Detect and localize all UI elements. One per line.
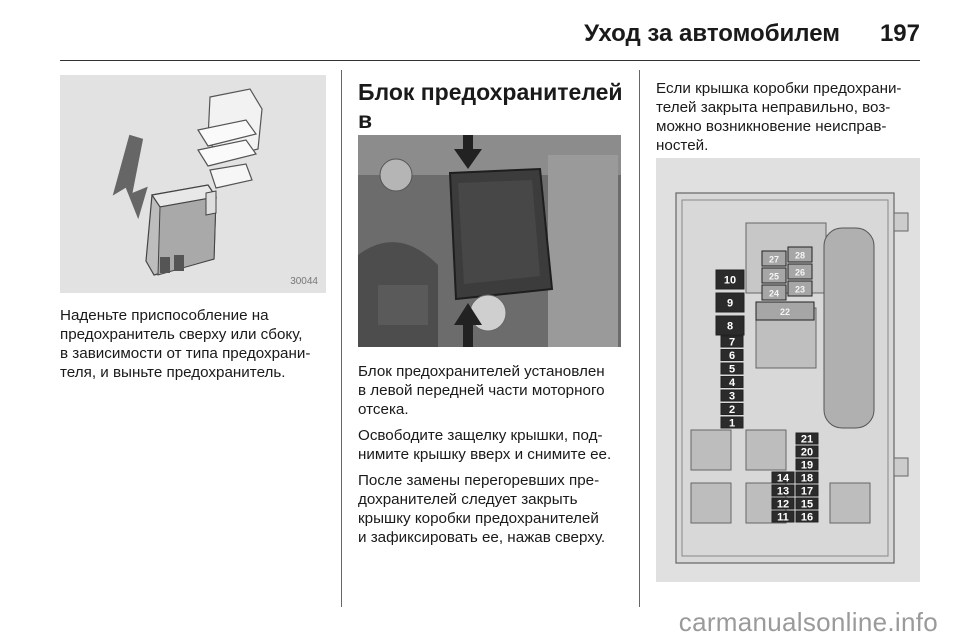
fuse-20-label: 20	[800, 446, 814, 459]
text-line: телей закрыта неправильно, воз-	[656, 99, 891, 116]
watermark: carmanualsonline.info	[678, 607, 938, 637]
fuse-21-label: 21	[800, 433, 814, 446]
fuse-puller-illustration	[60, 75, 326, 293]
paragraph: После замены перегоревших пре- дохранителей следует закрыть крышку коробки предохранителей и зафиксировать ее, нажав сверху.	[358, 472, 606, 546]
figure-number: 30044	[290, 276, 318, 287]
fuse-26-label: 26	[794, 267, 806, 278]
heading-line: Блок предохранителей в	[358, 79, 623, 133]
paragraph: Блок предохранителей установлен в левой передней части моторного отсека.	[358, 363, 605, 418]
fuse-25-label: 25	[768, 271, 780, 282]
chapter-title: Уход за автомобилем	[584, 20, 840, 47]
text-line: предохранитель сверху или сбоку,	[60, 326, 303, 343]
fuse-12-label: 12	[776, 498, 790, 511]
fuse-1-label: 1	[728, 417, 736, 430]
text-line: Если крышка коробки предохрани-	[656, 80, 902, 97]
text-line: в зависимости от типа предохрани-	[60, 345, 311, 362]
relay-22-label: 22	[779, 307, 791, 317]
fuse-19-label: 19	[800, 459, 814, 472]
page-number: 197	[879, 20, 920, 47]
fuse-box-description	[358, 362, 633, 554]
paragraph: Освободите защелку крышки, под- нимите крышку вверх и снимите ее.	[358, 427, 612, 463]
column-divider-2	[639, 70, 640, 607]
fuse-24-label: 24	[768, 288, 780, 299]
fuse-layout-svg	[656, 158, 920, 582]
fuse-8-label: 8	[726, 320, 734, 333]
text-line: можно возникновение неисправ-	[656, 118, 887, 135]
fuse-11-label: 11	[777, 511, 789, 524]
fuse-6-label: 6	[728, 350, 736, 362]
fuse-13-label: 13	[776, 485, 790, 498]
text-line: ностей.	[656, 137, 709, 154]
fuse-14-label: 14	[776, 472, 790, 485]
fuse-28-label: 28	[794, 250, 806, 261]
fuse-16-label: 16	[800, 511, 814, 524]
fuse-10-label: 10	[723, 274, 737, 287]
fuse-23-label: 23	[794, 284, 806, 295]
fuse-removal-instruction	[60, 306, 335, 382]
header-divider	[60, 60, 920, 61]
fuse-17-label: 17	[800, 485, 814, 498]
fuse-2-label: 2	[728, 404, 736, 416]
fuse-27-label: 27	[768, 254, 780, 265]
fuse-box-diagram	[656, 158, 920, 582]
fuse-5-label: 5	[728, 363, 736, 376]
fuse-15-label: 15	[800, 498, 814, 511]
fuse-7-label: 7	[728, 336, 736, 349]
text-line: Наденьте приспособление на	[60, 307, 269, 324]
fuse-4-label: 4	[728, 377, 736, 389]
fuse-3-label: 3	[728, 390, 736, 403]
engine-bay-photo	[358, 135, 621, 347]
cover-warning-text	[656, 79, 931, 155]
fuse-18-label: 18	[800, 472, 814, 485]
fuse-9-label: 9	[726, 297, 734, 310]
column-divider-1	[341, 70, 342, 607]
text-line: теля, и выньте предохранитель.	[60, 364, 286, 381]
page-header	[60, 14, 920, 60]
